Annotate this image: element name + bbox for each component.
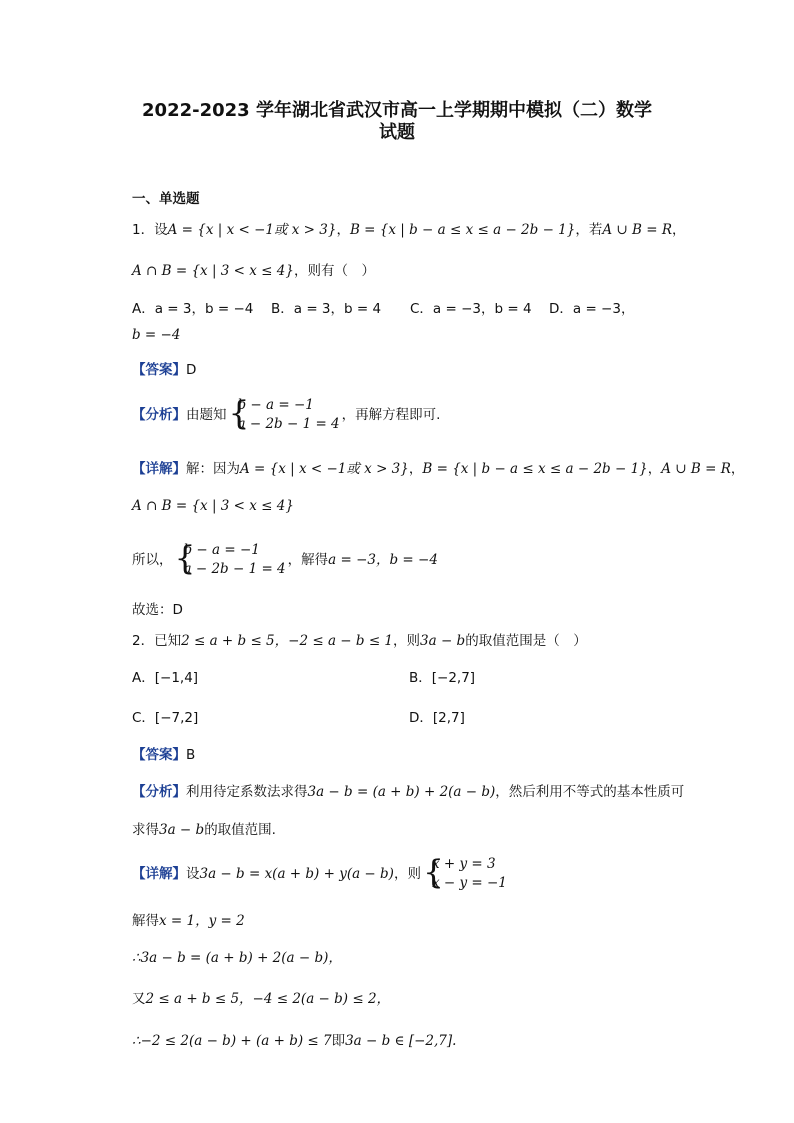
q1-stem-line-2: A ∩ B = {x | 3 < x ≤ 4}，则有（ ）: [132, 263, 375, 279]
q2-equation-system: { x + y = 3 x − y = −1: [422, 852, 507, 891]
q1-analysis: 【分析】由题知 { b − a = −1 a − 2b − 1 = 4，再解方程即可.: [132, 393, 441, 432]
q2-therefore-2: ∴−2 ≤ 2(a − b) + (a + b) ≤ 7即3a − b ∈ [−2,7].: [132, 1033, 457, 1049]
q2-also: 又2 ≤ a + b ≤ 5，−4 ≤ 2(a − b) ≤ 2，: [132, 991, 391, 1007]
q2-option-a: A．[−1,4]: [132, 670, 199, 686]
q1-option-d: D．a = −3，: [549, 301, 635, 317]
q1-option-d-continued: b = −4: [132, 327, 181, 343]
detail-tag: 【详解】: [132, 461, 186, 477]
q2-option-b: B．[−2,7]: [409, 670, 476, 686]
q1-set-b: B = {x | b − a ≤ x ≤ a − 2b − 1}: [349, 222, 576, 238]
section-heading: 一、单选题: [132, 191, 200, 207]
q2-solve: 解得x = 1，y = 2: [132, 913, 245, 929]
q1-detail-intersection: A ∩ B = {x | 3 < x ≤ 4}: [132, 498, 294, 514]
q2-detail: 【详解】设3a − b = x(a + b) + y(a − b)，则 { x + y = 3 x − y = −1: [132, 852, 507, 891]
q1-solution-system: { b − a = −1 a − 2b − 1 = 4: [174, 538, 286, 577]
analysis-tag: 【分析】: [132, 407, 186, 423]
q1-set-a: A = {x | x < −1或 x > 3}: [167, 222, 337, 238]
q1-option-a: A．a = 3，b = −4: [132, 301, 254, 317]
q1-option-c: C．a = −3，b = 4: [410, 301, 532, 317]
q1-intersection: A ∩ B = {x | 3 < x ≤ 4}: [132, 263, 294, 279]
q1-choice: 故选：D: [132, 602, 183, 618]
q1-stem: 1．设A = {x | x < −1或 x > 3}，B = {x | b − a ≤ x ≤ a − 2b − 1}，若A ∪ B = R，: [132, 222, 686, 238]
q1-answer: 【答案】D: [132, 362, 197, 378]
q2-stem: 2．已知2 ≤ a + b ≤ 5，−2 ≤ a − b ≤ 1，则3a − b的取值范围是（ ）: [132, 633, 587, 649]
q1-union: A ∪ B = R: [602, 222, 672, 238]
q1-option-b: B．a = 3，b = 4: [271, 301, 382, 317]
q2-answer: 【答案】B: [132, 747, 196, 763]
q1-solution: 所以， { b − a = −1 a − 2b − 1 = 4，解得a = −3，b = −4: [132, 538, 438, 577]
answer-tag: 【答案】: [132, 362, 186, 378]
q2-option-d: D．[2,7]: [409, 710, 465, 726]
q2-option-c: C．[−7,2]: [132, 710, 199, 726]
document-title-line-1: 2022-2023 学年湖北省武汉市高一上学期期中模拟（二）数学: [142, 100, 652, 121]
q2-therefore-1: ∴3a − b = (a + b) + 2(a − b)，: [132, 950, 342, 966]
q2-analysis-line-2: 求得3a − b的取值范围.: [132, 822, 276, 838]
q1-equation-system: { b − a = −1 a − 2b − 1 = 4: [228, 393, 340, 432]
detail-tag: 【详解】: [132, 866, 186, 882]
q1-detail: 【详解】解：因为A = {x | x < −1或 x > 3}，B = {x | b − a ≤ x ≤ a − 2b − 1}，A ∪ B = R，: [132, 461, 745, 477]
answer-tag: 【答案】: [132, 747, 186, 763]
analysis-tag: 【分析】: [132, 784, 186, 800]
q2-analysis: 【分析】利用待定系数法求得3a − b = (a + b) + 2(a − b)，然后利用不等式的基本性质可: [132, 784, 685, 800]
document-title-line-2: 试题: [379, 122, 415, 143]
